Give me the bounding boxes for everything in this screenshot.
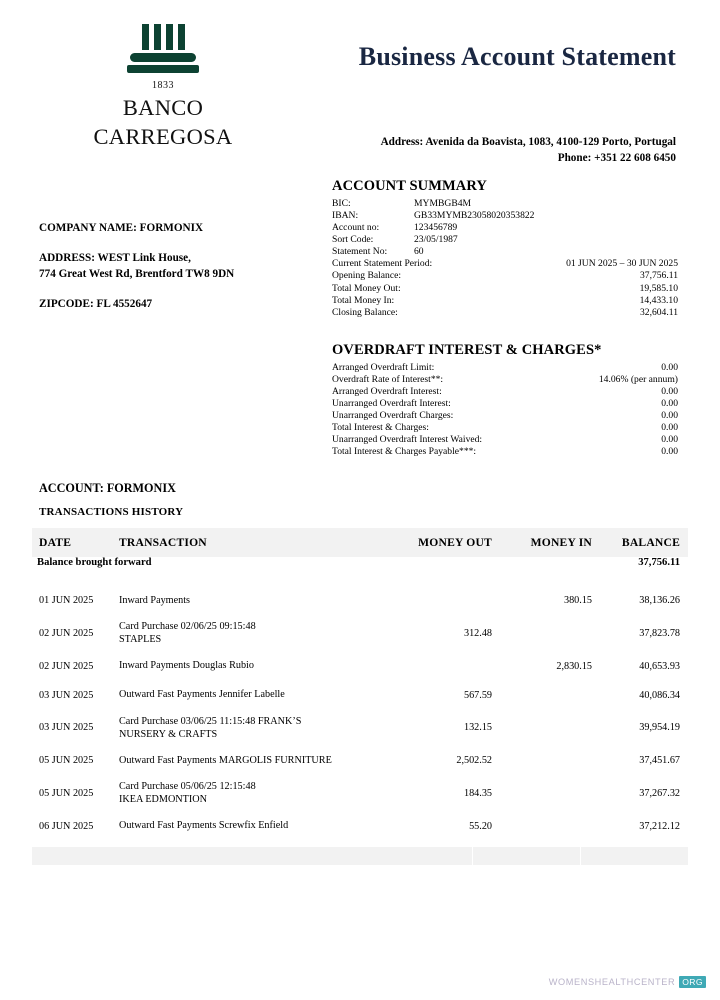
column-header-money-in: MONEY IN	[530, 536, 592, 549]
logo-capital-bar	[130, 53, 196, 62]
cell-description: Outward Fast Payments Screwfix Enfield	[119, 820, 289, 832]
column-header-date: DATE	[39, 536, 72, 549]
cell-balance: 40,086.34	[639, 689, 680, 701]
overdraft-value: 0.00	[661, 361, 678, 373]
cell-money-out: 132.15	[463, 722, 492, 734]
customer-details	[39, 221, 309, 313]
cell-date: 05 JUN 2025	[39, 787, 94, 799]
cell-date: 02 JUN 2025	[39, 627, 94, 639]
summary-value: 60	[414, 246, 424, 258]
summary-label: BIC:	[332, 198, 351, 209]
account-summary-fixed-rows	[332, 198, 678, 258]
summary-row	[332, 222, 678, 234]
table-body	[32, 586, 688, 841]
page-title: Business Account Statement	[358, 42, 676, 71]
summary-row	[332, 246, 678, 258]
cell-description: Card Purchase 03/06/25 11:15:48 FRANK’S NURSERY & CRAFTS	[119, 715, 302, 740]
bank-phone: Phone: +351 22 608 6450	[557, 152, 676, 165]
overdraft-value: 0.00	[661, 385, 678, 397]
cell-date: 01 JUN 2025	[39, 595, 94, 606]
cell-description: Inward Payments	[119, 594, 191, 606]
overdraft-value: 0.00	[661, 410, 678, 422]
summary-label: Account no:	[332, 222, 380, 234]
overdraft-label: Arranged Overdraft Limit:	[332, 361, 435, 373]
cell-description: Outward Fast Payments Jennifer Labelle	[119, 689, 285, 701]
column-header-transaction: TRANSACTION	[119, 536, 207, 549]
overdraft-row	[332, 374, 678, 386]
balance-brought-forward-row	[32, 557, 688, 586]
cell-description: Inward Payments Douglas Rubio	[119, 660, 254, 672]
overdraft-row	[332, 398, 678, 410]
summary-row	[332, 295, 678, 307]
table-row	[32, 586, 688, 615]
overdraft-value: 0.00	[661, 398, 678, 410]
summary-value: 32,604.11	[639, 306, 678, 318]
summary-value: GB33MYMB23058020353822	[414, 210, 535, 222]
table-row	[32, 615, 688, 652]
cell-date: 06 JUN 2025	[39, 820, 94, 832]
table-row	[32, 681, 688, 710]
cell-date: 05 JUN 2025	[39, 755, 94, 766]
account-heading: ACCOUNT: FORMONIX	[39, 481, 176, 495]
overdraft-row	[332, 362, 678, 374]
summary-row	[332, 258, 678, 270]
page-header	[0, 0, 720, 170]
watermark	[523, 974, 706, 990]
watermark-text: WOMENSHEALTHCENTER	[548, 977, 676, 987]
cell-date: 02 JUN 2025	[39, 660, 94, 672]
cell-balance: 37,823.78	[639, 627, 680, 639]
cell-description: Outward Fast Payments MARGOLIS FURNITURE	[119, 754, 332, 766]
summary-label: Current Statement Period:	[332, 258, 433, 270]
cell-balance: 38,136.26	[639, 595, 680, 606]
overdraft-label: Unarranged Overdraft Interest:	[332, 398, 451, 410]
summary-value: 14,433.10	[639, 294, 678, 306]
table-row	[32, 710, 688, 747]
cell-description: Card Purchase 05/06/25 12:15:48 IKEA EDMONTION	[119, 781, 256, 806]
table-row	[32, 652, 688, 681]
cell-money-in: 2,830.15	[556, 660, 592, 672]
overdraft-label: Arranged Overdraft Interest:	[332, 385, 442, 397]
summary-value: MYMBGB4M	[414, 198, 472, 209]
summary-label: Opening Balance:	[332, 270, 401, 282]
table-row	[32, 746, 688, 775]
cell-date: 03 JUN 2025	[39, 722, 94, 734]
overdraft-value: 0.00	[661, 446, 678, 458]
summary-value: 19,585.10	[639, 282, 678, 294]
overdraft-section	[332, 342, 678, 459]
column-header-money-out: MONEY OUT	[418, 536, 492, 549]
summary-row	[332, 270, 678, 282]
cell-description: Card Purchase 02/06/25 09:15:48 STAPLES	[119, 621, 256, 646]
bank-name-line2: CARREGOSA	[93, 124, 233, 150]
bank-logo	[38, 24, 288, 150]
account-summary-spread-rows	[332, 258, 678, 318]
cell-money-out: 567.59	[463, 689, 492, 701]
summary-row	[332, 283, 678, 295]
logo-base-bar	[127, 65, 199, 73]
overdraft-value: 14.06% (per annum)	[598, 373, 678, 385]
overdraft-row	[332, 410, 678, 422]
account-summary-section	[332, 178, 678, 458]
account-summary-title: ACCOUNT SUMMARY	[332, 178, 487, 194]
summary-label: Total Money Out:	[332, 282, 401, 294]
customer-address-line1: ADDRESS: WEST Link House,	[39, 251, 191, 264]
logo-columns-icon	[126, 24, 200, 50]
table-header	[32, 528, 688, 557]
summary-row	[332, 307, 678, 319]
cell-date: 03 JUN 2025	[39, 689, 94, 701]
cell-money-out: 184.35	[463, 787, 492, 799]
overdraft-row	[332, 386, 678, 398]
bank-address: Address: Avenida da Boavista, 1083, 4100-129 Porto, Portugal	[380, 136, 676, 148]
bank-contact	[381, 134, 676, 166]
cell-money-out: 55.20	[469, 820, 492, 832]
overdraft-title: OVERDRAFT INTEREST & CHARGES*	[332, 341, 602, 358]
table-row	[32, 812, 688, 841]
bank-logo-mark-icon	[126, 24, 200, 73]
customer-name: COMPANY NAME: FORMONIX	[39, 222, 204, 234]
overdraft-label: Total Interest & Charges:	[332, 422, 429, 434]
cell-money-in: 380.15	[563, 595, 592, 606]
customer-zipcode: ZIPCODE: FL 4552647	[39, 297, 153, 310]
watermark-dots-icon	[523, 974, 545, 990]
summary-value: 37,756.11	[639, 270, 678, 282]
summary-label: Total Money In:	[332, 294, 395, 306]
table-row	[32, 775, 688, 812]
summary-label: Closing Balance:	[332, 306, 398, 318]
summary-value: 01 JUN 2025 – 30 JUN 2025	[566, 258, 678, 270]
overdraft-row	[332, 434, 678, 446]
summary-label: IBAN:	[332, 210, 359, 222]
overdraft-row	[332, 446, 678, 458]
brought-forward-balance: 37,756.11	[638, 557, 680, 568]
bank-name-line1: BANCO	[122, 95, 204, 120]
overdraft-value: 0.00	[661, 422, 678, 434]
cell-money-out: 2,502.52	[456, 755, 492, 766]
overdraft-label: Unarranged Overdraft Interest Waived:	[332, 434, 483, 446]
table-footer-band	[32, 847, 688, 865]
transactions-table	[32, 528, 688, 865]
cell-money-out: 312.48	[463, 627, 492, 639]
watermark-badge: ORG	[679, 976, 706, 988]
overdraft-row	[332, 422, 678, 434]
brought-forward-label: Balance brought forward	[37, 557, 152, 568]
overdraft-label: Unarranged Overdraft Charges:	[332, 410, 454, 422]
overdraft-label: Total Interest & Charges Payable***:	[332, 446, 477, 458]
summary-row	[332, 234, 678, 246]
cell-balance: 37,267.32	[639, 787, 680, 799]
overdraft-label: Overdraft Rate of Interest**:	[332, 373, 444, 385]
cell-balance: 39,954.19	[639, 722, 680, 734]
overdraft-value: 0.00	[661, 434, 678, 446]
summary-row	[332, 210, 678, 222]
transactions-heading: TRANSACTIONS HISTORY	[39, 506, 184, 518]
summary-label: Sort Code:	[332, 234, 374, 246]
logo-founding-year: 1833	[152, 80, 174, 91]
column-header-balance: BALANCE	[621, 536, 680, 549]
summary-row	[332, 198, 678, 210]
cell-balance: 37,212.12	[639, 820, 680, 832]
summary-label: Statement No:	[332, 246, 388, 258]
customer-address	[39, 251, 309, 283]
cell-balance: 40,653.93	[639, 660, 680, 672]
customer-address-line2: 774 Great West Rd, Brentford TW8 9DN	[39, 267, 235, 280]
overdraft-rows	[332, 362, 678, 459]
summary-value: 23/05/1987	[414, 234, 458, 246]
summary-value: 123456789	[414, 222, 458, 234]
cell-balance: 37,451.67	[639, 755, 680, 766]
